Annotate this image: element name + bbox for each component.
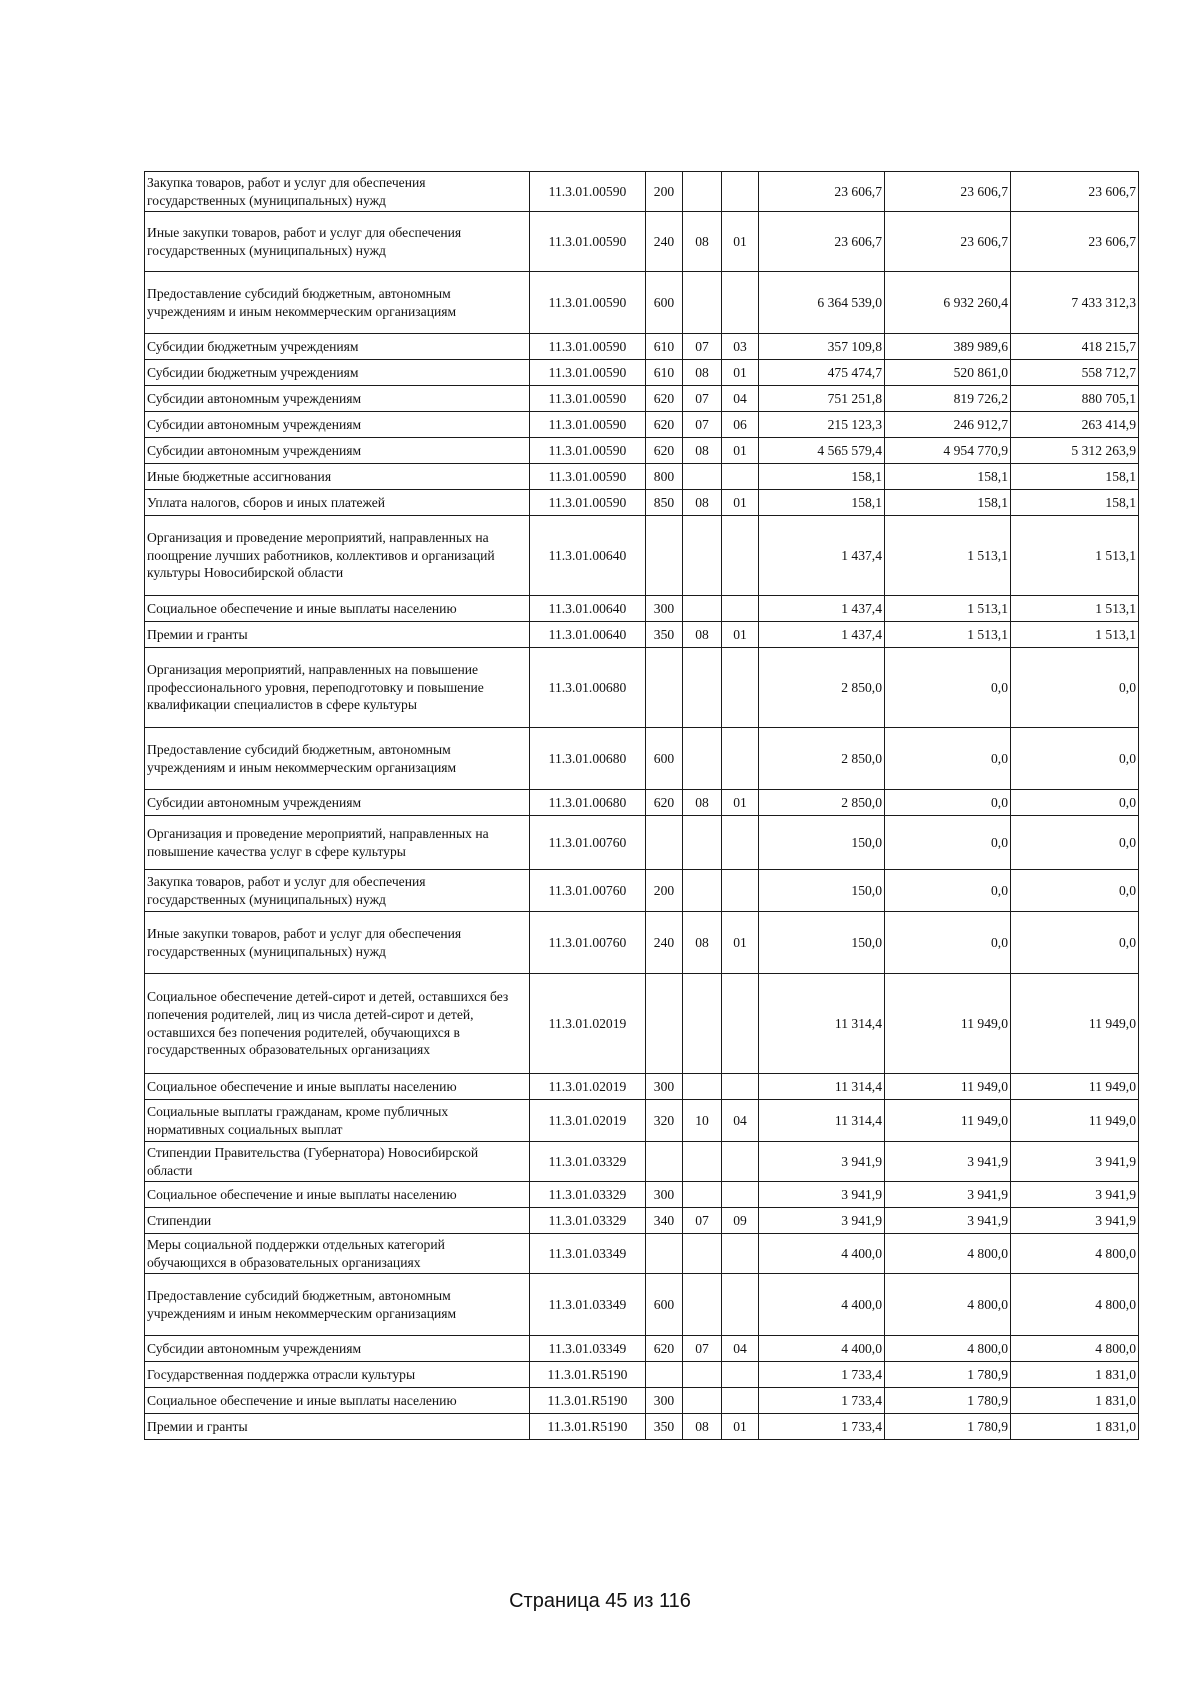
row-name: Уплата налогов, сборов и иных платежей (145, 490, 530, 516)
row-name: Организация и проведение мероприятий, направленных на поощрение лучших работников, коллективов и организаций культуры Новосибирской области (145, 516, 530, 596)
row-pr (722, 974, 759, 1074)
row-name: Премии и гранты (145, 1414, 530, 1440)
row-csr: 11.3.01.00590 (530, 360, 646, 386)
row-year1-amount: 6 364 539,0 (759, 272, 885, 334)
row-csr: 11.3.01.00590 (530, 386, 646, 412)
row-vr: 350 (646, 1414, 683, 1440)
row-rz: 08 (683, 212, 722, 272)
row-pr (722, 172, 759, 212)
row-pr (722, 1182, 759, 1208)
row-year1-amount: 1 733,4 (759, 1362, 885, 1388)
row-vr: 600 (646, 728, 683, 790)
row-year1-amount: 3 941,9 (759, 1182, 885, 1208)
table-row (145, 334, 1139, 360)
row-csr: 11.3.01.00760 (530, 816, 646, 870)
row-year3-amount: 4 800,0 (1011, 1234, 1139, 1274)
row-csr: 11.3.01.00680 (530, 648, 646, 728)
row-csr: 11.3.01.00590 (530, 212, 646, 272)
row-pr (722, 648, 759, 728)
row-rz (683, 648, 722, 728)
row-vr: 350 (646, 622, 683, 648)
row-name: Социальное обеспечение и иные выплаты населению (145, 596, 530, 622)
row-vr: 340 (646, 1208, 683, 1234)
row-year3-amount: 5 312 263,9 (1011, 438, 1139, 464)
row-vr: 620 (646, 1336, 683, 1362)
row-name: Социальное обеспечение и иные выплаты населению (145, 1388, 530, 1414)
row-year3-amount: 4 800,0 (1011, 1274, 1139, 1336)
row-year3-amount: 880 705,1 (1011, 386, 1139, 412)
row-rz (683, 172, 722, 212)
row-year3-amount: 1 831,0 (1011, 1414, 1139, 1440)
row-year2-amount: 520 861,0 (885, 360, 1011, 386)
table-row (145, 1100, 1139, 1142)
row-name: Предоставление субсидий бюджетным, автономным учреждениям и иным некоммерческим организациям (145, 728, 530, 790)
row-csr: 11.3.01.03329 (530, 1142, 646, 1182)
row-csr: 11.3.01.03349 (530, 1274, 646, 1336)
row-pr: 01 (722, 360, 759, 386)
row-year1-amount: 4 400,0 (759, 1274, 885, 1336)
row-pr: 03 (722, 334, 759, 360)
row-pr (722, 870, 759, 912)
row-rz: 08 (683, 490, 722, 516)
row-pr (722, 1388, 759, 1414)
row-pr (722, 596, 759, 622)
row-pr (722, 816, 759, 870)
row-csr: 11.3.01.02019 (530, 1100, 646, 1142)
row-name: Субсидии автономным учреждениям (145, 1336, 530, 1362)
row-year1-amount: 150,0 (759, 816, 885, 870)
row-rz: 08 (683, 622, 722, 648)
row-name: Субсидии автономным учреждениям (145, 438, 530, 464)
row-pr (722, 1274, 759, 1336)
row-name: Субсидии автономным учреждениям (145, 790, 530, 816)
row-year2-amount: 0,0 (885, 912, 1011, 974)
row-csr: 11.3.01.02019 (530, 1074, 646, 1100)
row-name: Предоставление субсидий бюджетным, автономным учреждениям и иным некоммерческим организациям (145, 272, 530, 334)
row-year2-amount: 1 780,9 (885, 1388, 1011, 1414)
table-row (145, 1074, 1139, 1100)
table-row (145, 1414, 1139, 1440)
row-rz (683, 464, 722, 490)
row-year2-amount: 11 949,0 (885, 974, 1011, 1074)
row-year2-amount: 23 606,7 (885, 212, 1011, 272)
row-csr: 11.3.01.00640 (530, 622, 646, 648)
table-row (145, 1336, 1139, 1362)
row-year1-amount: 2 850,0 (759, 648, 885, 728)
row-pr: 06 (722, 412, 759, 438)
row-pr: 01 (722, 912, 759, 974)
row-name: Социальное обеспечение и иные выплаты населению (145, 1074, 530, 1100)
row-year3-amount: 11 949,0 (1011, 974, 1139, 1074)
row-year1-amount: 4 565 579,4 (759, 438, 885, 464)
row-year3-amount: 158,1 (1011, 490, 1139, 516)
row-year1-amount: 23 606,7 (759, 172, 885, 212)
row-year2-amount: 158,1 (885, 464, 1011, 490)
row-vr: 240 (646, 212, 683, 272)
table-row (145, 728, 1139, 790)
row-csr: 11.3.01.03329 (530, 1182, 646, 1208)
row-year3-amount: 0,0 (1011, 912, 1139, 974)
row-vr (646, 816, 683, 870)
row-vr (646, 648, 683, 728)
row-year3-amount: 558 712,7 (1011, 360, 1139, 386)
row-csr: 11.3.01.00590 (530, 412, 646, 438)
table-row (145, 1208, 1139, 1234)
row-csr: 11.3.01.00590 (530, 272, 646, 334)
table-row (145, 648, 1139, 728)
row-csr: 11.3.01.R5190 (530, 1388, 646, 1414)
row-year2-amount: 1 513,1 (885, 596, 1011, 622)
row-rz (683, 870, 722, 912)
row-pr: 04 (722, 1336, 759, 1362)
row-year3-amount: 0,0 (1011, 816, 1139, 870)
row-year3-amount: 11 949,0 (1011, 1074, 1139, 1100)
row-year2-amount: 4 800,0 (885, 1274, 1011, 1336)
row-csr: 11.3.01.R5190 (530, 1414, 646, 1440)
row-year2-amount: 246 912,7 (885, 412, 1011, 438)
row-csr: 11.3.01.00680 (530, 728, 646, 790)
row-year1-amount: 475 474,7 (759, 360, 885, 386)
row-year1-amount: 2 850,0 (759, 728, 885, 790)
row-name: Стипендии Правительства (Губернатора) Новосибирской области (145, 1142, 530, 1182)
row-csr: 11.3.01.00590 (530, 172, 646, 212)
row-year3-amount: 0,0 (1011, 870, 1139, 912)
row-rz (683, 596, 722, 622)
row-name: Иные бюджетные ассигнования (145, 464, 530, 490)
row-csr: 11.3.01.00640 (530, 596, 646, 622)
row-year1-amount: 158,1 (759, 464, 885, 490)
row-year2-amount: 11 949,0 (885, 1100, 1011, 1142)
row-year2-amount: 0,0 (885, 790, 1011, 816)
row-rz: 07 (683, 1208, 722, 1234)
row-vr: 600 (646, 272, 683, 334)
row-rz: 08 (683, 912, 722, 974)
row-vr: 320 (646, 1100, 683, 1142)
row-year3-amount: 23 606,7 (1011, 212, 1139, 272)
row-pr: 01 (722, 622, 759, 648)
table-row (145, 1234, 1139, 1274)
row-pr (722, 516, 759, 596)
row-name: Иные закупки товаров, работ и услуг для обеспечения государственных (муниципальных) нужд (145, 212, 530, 272)
table-row (145, 172, 1139, 212)
row-year3-amount: 1 513,1 (1011, 622, 1139, 648)
row-rz (683, 1274, 722, 1336)
row-csr: 11.3.01.00640 (530, 516, 646, 596)
row-year3-amount: 3 941,9 (1011, 1182, 1139, 1208)
row-year1-amount: 1 733,4 (759, 1388, 885, 1414)
row-rz (683, 1142, 722, 1182)
row-csr: 11.3.01.00590 (530, 464, 646, 490)
row-pr (722, 728, 759, 790)
row-rz (683, 1182, 722, 1208)
row-csr: 11.3.01.03349 (530, 1234, 646, 1274)
row-year1-amount: 357 109,8 (759, 334, 885, 360)
row-name: Субсидии бюджетным учреждениям (145, 334, 530, 360)
table-row (145, 272, 1139, 334)
row-rz: 07 (683, 1336, 722, 1362)
row-name: Иные закупки товаров, работ и услуг для обеспечения государственных (муниципальных) нужд (145, 912, 530, 974)
row-year1-amount: 4 400,0 (759, 1234, 885, 1274)
row-name: Закупка товаров, работ и услуг для обеспечения государственных (муниципальных) нужд (145, 172, 530, 212)
table-row (145, 1142, 1139, 1182)
row-name: Субсидии бюджетным учреждениям (145, 360, 530, 386)
row-year3-amount: 263 414,9 (1011, 412, 1139, 438)
row-csr: 11.3.01.03329 (530, 1208, 646, 1234)
row-year2-amount: 0,0 (885, 870, 1011, 912)
row-year3-amount: 3 941,9 (1011, 1142, 1139, 1182)
row-pr: 04 (722, 386, 759, 412)
row-pr (722, 1074, 759, 1100)
row-rz: 08 (683, 790, 722, 816)
row-year2-amount: 4 954 770,9 (885, 438, 1011, 464)
row-year2-amount: 4 800,0 (885, 1336, 1011, 1362)
row-csr: 11.3.01.00680 (530, 790, 646, 816)
row-vr: 610 (646, 360, 683, 386)
row-pr: 01 (722, 438, 759, 464)
row-year2-amount: 1 780,9 (885, 1362, 1011, 1388)
table-row (145, 1274, 1139, 1336)
row-name: Социальное обеспечение детей-сирот и детей, оставшихся без попечения родителей, лиц из числа детей-сирот и детей, оставшихся без попечения родителей, обучающихся в государственных образовательных организациях (145, 974, 530, 1074)
row-rz (683, 1234, 722, 1274)
row-csr: 11.3.01.00760 (530, 912, 646, 974)
row-vr: 620 (646, 386, 683, 412)
row-vr: 300 (646, 1074, 683, 1100)
row-name: Социальное обеспечение и иные выплаты населению (145, 1182, 530, 1208)
row-vr: 200 (646, 172, 683, 212)
row-year1-amount: 1 733,4 (759, 1414, 885, 1440)
row-name: Меры социальной поддержки отдельных категорий обучающихся в образовательных организациях (145, 1234, 530, 1274)
row-year2-amount: 0,0 (885, 816, 1011, 870)
row-year3-amount: 4 800,0 (1011, 1336, 1139, 1362)
row-year3-amount: 0,0 (1011, 728, 1139, 790)
row-vr: 850 (646, 490, 683, 516)
row-vr: 240 (646, 912, 683, 974)
row-vr: 800 (646, 464, 683, 490)
row-csr: 11.3.01.R5190 (530, 1362, 646, 1388)
row-vr (646, 1142, 683, 1182)
row-rz: 08 (683, 360, 722, 386)
row-vr: 300 (646, 596, 683, 622)
table-row (145, 360, 1139, 386)
row-year1-amount: 158,1 (759, 490, 885, 516)
row-year3-amount: 418 215,7 (1011, 334, 1139, 360)
row-csr: 11.3.01.03349 (530, 1336, 646, 1362)
row-rz (683, 816, 722, 870)
row-year2-amount: 3 941,9 (885, 1208, 1011, 1234)
table-row (145, 870, 1139, 912)
table-row (145, 974, 1139, 1074)
row-year1-amount: 11 314,4 (759, 1100, 885, 1142)
row-rz (683, 974, 722, 1074)
table-row (145, 412, 1139, 438)
row-pr (722, 1234, 759, 1274)
row-rz: 07 (683, 334, 722, 360)
row-year1-amount: 1 437,4 (759, 596, 885, 622)
row-csr: 11.3.01.02019 (530, 974, 646, 1074)
table-row (145, 386, 1139, 412)
row-year3-amount: 1 831,0 (1011, 1388, 1139, 1414)
table-row (145, 438, 1139, 464)
row-year3-amount: 23 606,7 (1011, 172, 1139, 212)
row-year2-amount: 3 941,9 (885, 1142, 1011, 1182)
row-year1-amount: 150,0 (759, 912, 885, 974)
row-year3-amount: 11 949,0 (1011, 1100, 1139, 1142)
row-name: Организация мероприятий, направленных на повышение профессионального уровня, переподготовку и повышение квалификации специалистов в сфере культуры (145, 648, 530, 728)
row-rz: 08 (683, 438, 722, 464)
row-name: Стипендии (145, 1208, 530, 1234)
row-name: Предоставление субсидий бюджетным, автономным учреждениям и иным некоммерческим организациям (145, 1274, 530, 1336)
row-vr: 610 (646, 334, 683, 360)
row-pr: 09 (722, 1208, 759, 1234)
row-year3-amount: 158,1 (1011, 464, 1139, 490)
row-pr: 01 (722, 212, 759, 272)
row-pr: 01 (722, 790, 759, 816)
row-year3-amount: 1 831,0 (1011, 1362, 1139, 1388)
row-vr (646, 1234, 683, 1274)
table-row (145, 490, 1139, 516)
budget-table (144, 171, 1139, 1440)
table-row (145, 1182, 1139, 1208)
row-vr (646, 1362, 683, 1388)
row-year1-amount: 751 251,8 (759, 386, 885, 412)
row-rz (683, 516, 722, 596)
row-name: Субсидии автономным учреждениям (145, 386, 530, 412)
row-year1-amount: 11 314,4 (759, 1074, 885, 1100)
table-row (145, 1362, 1139, 1388)
row-rz (683, 1074, 722, 1100)
row-year2-amount: 389 989,6 (885, 334, 1011, 360)
table-row (145, 596, 1139, 622)
row-name: Государственная поддержка отрасли культуры (145, 1362, 530, 1388)
row-vr: 620 (646, 438, 683, 464)
row-year1-amount: 1 437,4 (759, 516, 885, 596)
row-year2-amount: 6 932 260,4 (885, 272, 1011, 334)
row-rz: 10 (683, 1100, 722, 1142)
table-row (145, 464, 1139, 490)
table-row (145, 1388, 1139, 1414)
row-vr: 620 (646, 790, 683, 816)
row-vr (646, 516, 683, 596)
table-row (145, 816, 1139, 870)
table-body (145, 172, 1139, 1440)
row-rz (683, 272, 722, 334)
table-row (145, 212, 1139, 272)
table-row (145, 790, 1139, 816)
row-year2-amount: 1 780,9 (885, 1414, 1011, 1440)
row-rz (683, 1362, 722, 1388)
row-year1-amount: 3 941,9 (759, 1142, 885, 1182)
row-year3-amount: 0,0 (1011, 648, 1139, 728)
row-year3-amount: 7 433 312,3 (1011, 272, 1139, 334)
row-vr: 200 (646, 870, 683, 912)
row-csr: 11.3.01.00590 (530, 334, 646, 360)
row-year1-amount: 23 606,7 (759, 212, 885, 272)
row-year2-amount: 158,1 (885, 490, 1011, 516)
row-year1-amount: 215 123,3 (759, 412, 885, 438)
row-year1-amount: 4 400,0 (759, 1336, 885, 1362)
row-vr (646, 974, 683, 1074)
row-year1-amount: 2 850,0 (759, 790, 885, 816)
row-year2-amount: 23 606,7 (885, 172, 1011, 212)
row-rz: 07 (683, 412, 722, 438)
row-vr: 300 (646, 1388, 683, 1414)
row-pr (722, 464, 759, 490)
row-year1-amount: 1 437,4 (759, 622, 885, 648)
table-row (145, 622, 1139, 648)
page-footer: Страница 45 из 116 (509, 1590, 691, 1612)
row-pr (722, 1142, 759, 1182)
row-year3-amount: 1 513,1 (1011, 516, 1139, 596)
row-vr: 600 (646, 1274, 683, 1336)
row-year2-amount: 11 949,0 (885, 1074, 1011, 1100)
row-pr (722, 1362, 759, 1388)
row-name: Субсидии автономным учреждениям (145, 412, 530, 438)
row-year2-amount: 0,0 (885, 728, 1011, 790)
row-name: Социальные выплаты гражданам, кроме публичных нормативных социальных выплат (145, 1100, 530, 1142)
row-year1-amount: 3 941,9 (759, 1208, 885, 1234)
table-row (145, 516, 1139, 596)
row-year2-amount: 1 513,1 (885, 516, 1011, 596)
row-vr: 620 (646, 412, 683, 438)
row-csr: 11.3.01.00590 (530, 438, 646, 464)
row-pr (722, 272, 759, 334)
row-vr: 300 (646, 1182, 683, 1208)
row-year1-amount: 11 314,4 (759, 974, 885, 1074)
row-year1-amount: 150,0 (759, 870, 885, 912)
row-csr: 11.3.01.00760 (530, 870, 646, 912)
table-row (145, 912, 1139, 974)
row-name: Закупка товаров, работ и услуг для обеспечения государственных (муниципальных) нужд (145, 870, 530, 912)
row-rz: 08 (683, 1414, 722, 1440)
row-pr: 01 (722, 490, 759, 516)
row-year2-amount: 1 513,1 (885, 622, 1011, 648)
row-year3-amount: 0,0 (1011, 790, 1139, 816)
row-pr: 01 (722, 1414, 759, 1440)
row-name: Премии и гранты (145, 622, 530, 648)
row-year3-amount: 3 941,9 (1011, 1208, 1139, 1234)
row-rz (683, 728, 722, 790)
row-year2-amount: 4 800,0 (885, 1234, 1011, 1274)
row-year2-amount: 0,0 (885, 648, 1011, 728)
row-csr: 11.3.01.00590 (530, 490, 646, 516)
row-year3-amount: 1 513,1 (1011, 596, 1139, 622)
row-name: Организация и проведение мероприятий, направленных на повышение качества услуг в сфере культуры (145, 816, 530, 870)
row-rz: 07 (683, 386, 722, 412)
row-year2-amount: 819 726,2 (885, 386, 1011, 412)
row-pr: 04 (722, 1100, 759, 1142)
row-rz (683, 1388, 722, 1414)
row-year2-amount: 3 941,9 (885, 1182, 1011, 1208)
